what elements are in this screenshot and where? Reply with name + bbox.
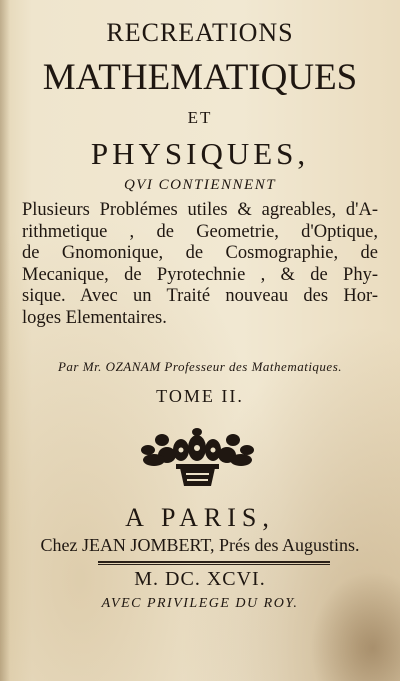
description-line: sique. Avec un Traité nouveau des Hor-	[22, 286, 378, 306]
tome-label: TOME II.	[156, 386, 244, 406]
printer-line: Chez JEAN JOMBERT, Prés des Augustins.	[40, 535, 360, 555]
title-line-1: RECREATIONS	[106, 18, 294, 47]
floral-basket-ornament-icon	[140, 428, 255, 490]
description-line: de Gnomonique, de Cosmographie, de	[22, 243, 378, 263]
privilege-line: AVEC PRIVILEGE DU ROY.	[101, 596, 299, 611]
place-of-publication: A PARIS,	[125, 503, 275, 532]
description-line: rithmetique , de Geometrie, d'Optique,	[22, 221, 378, 242]
description	[22, 200, 378, 329]
publication-date: M. DC. XCVI.	[134, 568, 266, 590]
author-line: Par Mr. OZANAM Professeur des Mathematiques.	[57, 359, 343, 374]
divider-rule	[98, 564, 330, 565]
subtitle: QVI CONTIENNENT	[123, 177, 277, 193]
description-line: Mecanique, de Pyrotechnie , & de Phy-	[22, 264, 378, 285]
description-line: loges Elementaires.	[22, 307, 167, 328]
description-line: Plusieurs Problémes utiles & agreables, d'A-	[22, 200, 378, 220]
divider-rule	[98, 561, 330, 563]
title-line-3: ET	[187, 108, 213, 127]
title-line-4: PHYSIQUES,	[90, 136, 310, 171]
title-line-2: MATHEMATIQUES	[42, 57, 358, 98]
